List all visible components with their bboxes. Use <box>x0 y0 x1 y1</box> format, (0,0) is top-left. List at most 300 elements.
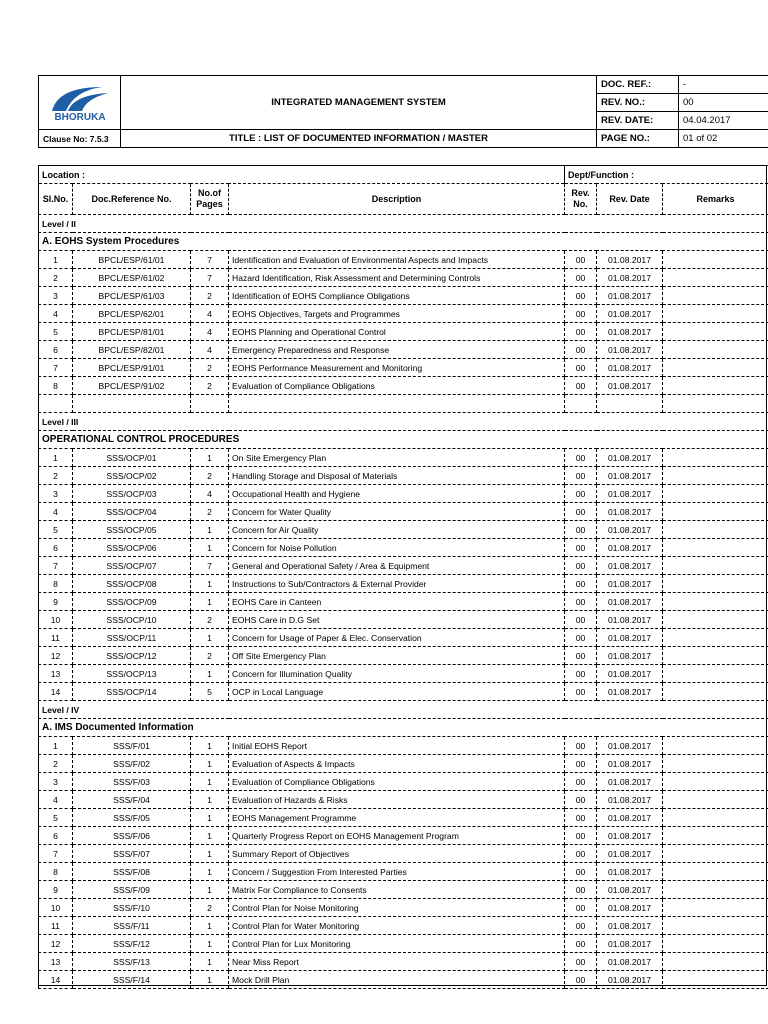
table-cell <box>663 395 768 413</box>
table-cell: 2 <box>191 467 229 485</box>
table-cell: 01.08.2017 <box>597 827 663 845</box>
table-cell: 01.08.2017 <box>597 359 663 377</box>
page-no-value: 01 of 02 <box>679 130 768 148</box>
table-cell: SSS/OCP/05 <box>73 521 191 539</box>
table-cell: 2 <box>191 647 229 665</box>
table-cell: Instructions to Sub/Contractors & External Provider <box>229 575 565 593</box>
level-label: Level / II <box>39 215 768 233</box>
table-cell: BPCL/ESP/61/02 <box>73 269 191 287</box>
table-cell: 01.08.2017 <box>597 305 663 323</box>
table-cell: SSS/F/12 <box>73 935 191 953</box>
table-cell: Hazard Identification, Risk Assessment and Determining Controls <box>229 269 565 287</box>
table-cell: Summary Report of Objectives <box>229 845 565 863</box>
table-cell: 00 <box>565 377 597 395</box>
table-row <box>39 971 768 989</box>
rev-no-label: REV. NO.: <box>597 94 679 112</box>
table-cell: 1 <box>39 737 73 755</box>
table-cell: SSS/F/11 <box>73 917 191 935</box>
table-row <box>39 827 768 845</box>
table-cell <box>663 863 768 881</box>
table-row <box>39 935 768 953</box>
table-cell: 5 <box>191 683 229 701</box>
system-title: INTEGRATED MANAGEMENT SYSTEM <box>121 76 597 130</box>
table-cell <box>229 395 565 413</box>
col-pages: No.of Pages <box>191 184 229 215</box>
clause-number: Clause No: 7.5.3 <box>39 130 121 148</box>
col-description: Description <box>229 184 565 215</box>
table-cell: 01.08.2017 <box>597 809 663 827</box>
table-cell: SSS/OCP/07 <box>73 557 191 575</box>
table-cell: Concern for Noise Pollution <box>229 539 565 557</box>
table-cell: 1 <box>191 593 229 611</box>
table-row <box>39 863 768 881</box>
table-row <box>39 323 768 341</box>
table-cell: 11 <box>39 629 73 647</box>
table-cell <box>597 395 663 413</box>
col-remarks: Remarks <box>663 184 768 215</box>
table-cell: SSS/OCP/06 <box>73 539 191 557</box>
table-cell: 00 <box>565 467 597 485</box>
table-row <box>39 845 768 863</box>
table-cell: SSS/OCP/13 <box>73 665 191 683</box>
table-cell: 9 <box>39 593 73 611</box>
table-cell: 01.08.2017 <box>597 539 663 557</box>
table-cell: 1 <box>191 449 229 467</box>
table-row <box>39 485 768 503</box>
table-cell: 1 <box>191 521 229 539</box>
table-cell: Concern for Usage of Paper & Elec. Conservation <box>229 629 565 647</box>
table-cell: 01.08.2017 <box>597 467 663 485</box>
table-cell: 00 <box>565 611 597 629</box>
table-cell: 8 <box>39 377 73 395</box>
table-cell: Evaluation of Aspects & Impacts <box>229 755 565 773</box>
table-cell: SSS/OCP/11 <box>73 629 191 647</box>
table-cell: Evaluation of Compliance Obligations <box>229 773 565 791</box>
table-cell: 00 <box>565 539 597 557</box>
table-cell: 5 <box>39 809 73 827</box>
table-cell: 01.08.2017 <box>597 737 663 755</box>
table-cell: 10 <box>39 611 73 629</box>
table-cell: 01.08.2017 <box>597 665 663 683</box>
blank-row <box>39 395 768 413</box>
table-cell: 1 <box>191 863 229 881</box>
table-cell: Control Plan for Lux Monitoring <box>229 935 565 953</box>
table-cell: SSS/F/10 <box>73 899 191 917</box>
table-cell: 00 <box>565 287 597 305</box>
table-cell: 01.08.2017 <box>597 521 663 539</box>
table-cell: 1 <box>39 251 73 269</box>
table-cell: 4 <box>191 323 229 341</box>
table-cell <box>663 665 768 683</box>
table-row <box>39 899 768 917</box>
table-cell: 01.08.2017 <box>597 611 663 629</box>
table-cell: Initial EOHS Report <box>229 737 565 755</box>
table-cell: 2 <box>191 377 229 395</box>
table-cell: 1 <box>191 881 229 899</box>
table-cell <box>565 395 597 413</box>
table-cell: SSS/OCP/09 <box>73 593 191 611</box>
table-cell: 01.08.2017 <box>597 377 663 395</box>
table-cell: SSS/F/04 <box>73 791 191 809</box>
table-cell: EOHS Care in D.G Set <box>229 611 565 629</box>
table-cell: 01.08.2017 <box>597 575 663 593</box>
page-no-label: PAGE NO.: <box>597 130 679 148</box>
table-cell: 01.08.2017 <box>597 629 663 647</box>
table-cell: 00 <box>565 845 597 863</box>
table-row <box>39 449 768 467</box>
table-cell <box>191 395 229 413</box>
table-cell: 00 <box>565 917 597 935</box>
table-cell: 00 <box>565 755 597 773</box>
table-cell: SSS/F/06 <box>73 827 191 845</box>
table-row <box>39 611 768 629</box>
table-cell <box>663 377 768 395</box>
table-cell: 7 <box>39 359 73 377</box>
table-cell <box>663 683 768 701</box>
table-cell: 01.08.2017 <box>597 791 663 809</box>
table-cell <box>663 971 768 989</box>
table-cell <box>663 449 768 467</box>
table-row <box>39 305 768 323</box>
table-cell: 00 <box>565 683 597 701</box>
table-row <box>39 269 768 287</box>
table-cell: SSS/F/09 <box>73 881 191 899</box>
table-cell: 1 <box>191 827 229 845</box>
table-cell: 1 <box>39 449 73 467</box>
col-rev-date: Rev. Date <box>597 184 663 215</box>
table-cell: SSS/F/08 <box>73 863 191 881</box>
table-cell: 4 <box>39 503 73 521</box>
table-cell: OCP in Local Language <box>229 683 565 701</box>
table-row <box>39 629 768 647</box>
table-cell: 10 <box>39 899 73 917</box>
table-cell: Concern for Illumination Quality <box>229 665 565 683</box>
level-label: Level / III <box>39 413 768 431</box>
table-cell <box>663 791 768 809</box>
col-doc-ref: Doc.Reference No. <box>73 184 191 215</box>
table-row <box>39 467 768 485</box>
table-cell <box>663 647 768 665</box>
table-cell: 01.08.2017 <box>597 917 663 935</box>
table-cell: 01.08.2017 <box>597 863 663 881</box>
table-cell: 00 <box>565 737 597 755</box>
table-row <box>39 809 768 827</box>
table-row <box>39 917 768 935</box>
doc-ref-label: DOC. REF.: <box>597 76 679 94</box>
table-row <box>39 665 768 683</box>
table-cell: 01.08.2017 <box>597 881 663 899</box>
table-cell: Identification and Evaluation of Environmental Aspects and Impacts <box>229 251 565 269</box>
table-cell: Near Miss Report <box>229 953 565 971</box>
table-cell: 1 <box>191 791 229 809</box>
table-cell: SSS/F/07 <box>73 845 191 863</box>
table-cell: BPCL/ESP/61/01 <box>73 251 191 269</box>
table-cell: Identification of EOHS Compliance Obligations <box>229 287 565 305</box>
table-cell: Emergency Preparedness and Response <box>229 341 565 359</box>
table-cell: 01.08.2017 <box>597 341 663 359</box>
table-cell: 2 <box>39 755 73 773</box>
table-cell: 00 <box>565 863 597 881</box>
table-cell: Evaluation of Hazards & Risks <box>229 791 565 809</box>
table-cell: Mock Drill Plan <box>229 971 565 989</box>
section-title: OPERATIONAL CONTROL PROCEDURES <box>39 431 768 449</box>
table-cell: 01.08.2017 <box>597 251 663 269</box>
table-cell: 01.08.2017 <box>597 773 663 791</box>
table-cell: 1 <box>191 953 229 971</box>
table-cell: Concern / Suggestion From Interested Parties <box>229 863 565 881</box>
table-cell: Evaluation of Compliance Obligations <box>229 377 565 395</box>
location-label: Location : <box>39 166 565 184</box>
table-cell: 6 <box>39 539 73 557</box>
table-row <box>39 647 768 665</box>
table-cell: 7 <box>191 269 229 287</box>
table-cell: EOHS Objectives, Targets and Programmes <box>229 305 565 323</box>
table-cell: 14 <box>39 971 73 989</box>
table-cell: 12 <box>39 647 73 665</box>
table-cell: 00 <box>565 647 597 665</box>
table-cell: 01.08.2017 <box>597 647 663 665</box>
table-cell: SSS/OCP/02 <box>73 467 191 485</box>
table-cell: 01.08.2017 <box>597 503 663 521</box>
table-cell <box>663 575 768 593</box>
table-cell: SSS/F/01 <box>73 737 191 755</box>
table-cell: 7 <box>39 845 73 863</box>
document-header <box>38 75 768 148</box>
table-cell <box>663 539 768 557</box>
table-cell: 00 <box>565 305 597 323</box>
table-row <box>39 503 768 521</box>
table-cell: SSS/OCP/08 <box>73 575 191 593</box>
table-row <box>39 341 768 359</box>
table-cell: 00 <box>565 593 597 611</box>
table-row <box>39 593 768 611</box>
table-cell: 00 <box>565 773 597 791</box>
table-cell: 2 <box>191 611 229 629</box>
table-row <box>39 575 768 593</box>
table-cell <box>663 305 768 323</box>
table-cell <box>663 827 768 845</box>
table-cell <box>663 737 768 755</box>
bhoruka-logo-icon <box>44 81 116 121</box>
table-row <box>39 557 768 575</box>
table-cell: 8 <box>39 575 73 593</box>
section-title: A. IMS Documented Information <box>39 719 768 737</box>
table-cell: 4 <box>191 341 229 359</box>
table-row <box>39 359 768 377</box>
table-row <box>39 377 768 395</box>
table-cell <box>663 503 768 521</box>
table-cell <box>663 953 768 971</box>
table-row <box>39 881 768 899</box>
table-cell <box>663 485 768 503</box>
table-cell: 01.08.2017 <box>597 269 663 287</box>
table-cell: Occupational Health and Hygiene <box>229 485 565 503</box>
table-cell: 01.08.2017 <box>597 899 663 917</box>
table-cell: Quarterly Progress Report on EOHS Management Program <box>229 827 565 845</box>
table-cell <box>663 467 768 485</box>
table-cell: BPCL/ESP/91/01 <box>73 359 191 377</box>
table-cell: 11 <box>39 917 73 935</box>
table-cell: 00 <box>565 935 597 953</box>
table-cell: 01.08.2017 <box>597 935 663 953</box>
table-row <box>39 521 768 539</box>
table-cell: 01.08.2017 <box>597 593 663 611</box>
table-cell: Concern for Water Quality <box>229 503 565 521</box>
rev-date-value: 04.04.2017 <box>679 112 768 130</box>
table-row <box>39 251 768 269</box>
table-cell: 14 <box>39 683 73 701</box>
table-cell <box>663 269 768 287</box>
table-cell: 3 <box>39 485 73 503</box>
table-cell: 00 <box>565 359 597 377</box>
table-cell: BPCL/ESP/81/01 <box>73 323 191 341</box>
table-cell: 00 <box>565 269 597 287</box>
table-cell: 01.08.2017 <box>597 755 663 773</box>
table-cell <box>663 899 768 917</box>
table-cell: 01.08.2017 <box>597 323 663 341</box>
table-cell: 01.08.2017 <box>597 287 663 305</box>
table-cell: 1 <box>191 737 229 755</box>
table-cell: Control Plan for Water Monitoring <box>229 917 565 935</box>
svg-text:BHORUKA: BHORUKA <box>53 112 106 121</box>
table-cell: 00 <box>565 503 597 521</box>
table-cell: BPCL/ESP/61/03 <box>73 287 191 305</box>
table-cell: 2 <box>191 503 229 521</box>
table-cell: 00 <box>565 665 597 683</box>
table-cell: 7 <box>191 557 229 575</box>
level-label: Level / IV <box>39 701 768 719</box>
table-cell <box>663 755 768 773</box>
table-cell: 2 <box>191 359 229 377</box>
table-cell: 3 <box>39 773 73 791</box>
table-cell <box>663 323 768 341</box>
table-cell: General and Operational Safety / Area & Equipment <box>229 557 565 575</box>
table-cell: SSS/F/02 <box>73 755 191 773</box>
table-cell: 4 <box>191 305 229 323</box>
table-cell: 2 <box>39 467 73 485</box>
table-cell: 00 <box>565 953 597 971</box>
table-row <box>39 683 768 701</box>
table-cell: SSS/F/14 <box>73 971 191 989</box>
table-cell: 00 <box>565 629 597 647</box>
table-cell: 1 <box>191 539 229 557</box>
table-row <box>39 755 768 773</box>
table-cell: On Site Emergency Plan <box>229 449 565 467</box>
table-cell <box>663 341 768 359</box>
table-cell <box>73 395 191 413</box>
table-cell <box>663 611 768 629</box>
column-header-row <box>39 184 768 215</box>
table-cell: SSS/OCP/10 <box>73 611 191 629</box>
table-cell: SSS/F/13 <box>73 953 191 971</box>
table-cell: SSS/OCP/04 <box>73 503 191 521</box>
table-cell: 00 <box>565 827 597 845</box>
table-cell: 5 <box>39 323 73 341</box>
section-title: A. EOHS System Procedures <box>39 233 768 251</box>
table-row <box>39 791 768 809</box>
table-cell: 4 <box>39 305 73 323</box>
table-cell <box>663 287 768 305</box>
table-cell: 00 <box>565 575 597 593</box>
dept-function-label: Dept/Function : <box>565 166 768 184</box>
table-cell: 2 <box>191 287 229 305</box>
table-cell: EOHS Management Programme <box>229 809 565 827</box>
table-cell: 01.08.2017 <box>597 971 663 989</box>
table-cell: 00 <box>565 791 597 809</box>
col-sl-no: Sl.No. <box>39 184 73 215</box>
table-cell: 00 <box>565 971 597 989</box>
table-cell: Off Site Emergency Plan <box>229 647 565 665</box>
table-cell <box>663 359 768 377</box>
company-logo <box>39 76 121 130</box>
table-cell: 01.08.2017 <box>597 449 663 467</box>
table-cell <box>663 251 768 269</box>
table-cell: BPCL/ESP/82/01 <box>73 341 191 359</box>
table-cell: 00 <box>565 485 597 503</box>
table-cell: 6 <box>39 341 73 359</box>
table-cell: 1 <box>191 629 229 647</box>
table-cell: BPCL/ESP/62/01 <box>73 305 191 323</box>
table-cell: 1 <box>191 755 229 773</box>
table-cell: 00 <box>565 449 597 467</box>
table-cell: SSS/OCP/14 <box>73 683 191 701</box>
table-cell: Control Plan for Noise Monitoring <box>229 899 565 917</box>
table-cell: 01.08.2017 <box>597 953 663 971</box>
table-row <box>39 953 768 971</box>
table-cell: 6 <box>39 827 73 845</box>
table-cell: 12 <box>39 935 73 953</box>
table-cell <box>663 845 768 863</box>
table-cell: 00 <box>565 521 597 539</box>
table-cell: 2 <box>39 269 73 287</box>
table-cell: 1 <box>191 575 229 593</box>
table-cell: SSS/OCP/01 <box>73 449 191 467</box>
rev-date-label: REV. DATE: <box>597 112 679 130</box>
table-cell: 00 <box>565 251 597 269</box>
table-cell: 1 <box>191 971 229 989</box>
table-row <box>39 773 768 791</box>
table-cell <box>663 521 768 539</box>
table-cell <box>663 809 768 827</box>
table-cell: 1 <box>191 773 229 791</box>
col-rev-no: Rev. No. <box>565 184 597 215</box>
table-cell: 1 <box>191 845 229 863</box>
table-cell: SSS/OCP/12 <box>73 647 191 665</box>
table-cell: 7 <box>191 251 229 269</box>
table-cell <box>663 881 768 899</box>
table-cell: 1 <box>191 809 229 827</box>
table-cell <box>663 917 768 935</box>
table-cell: 01.08.2017 <box>597 557 663 575</box>
table-cell: BPCL/ESP/91/02 <box>73 377 191 395</box>
table-cell: EOHS Planning and Operational Control <box>229 323 565 341</box>
table-cell: 2 <box>191 899 229 917</box>
table-cell: Concern for Air Quality <box>229 521 565 539</box>
table-cell: 13 <box>39 953 73 971</box>
table-cell: SSS/F/03 <box>73 773 191 791</box>
table-row <box>39 539 768 557</box>
table-row <box>39 737 768 755</box>
table-cell: 8 <box>39 863 73 881</box>
table-cell: 4 <box>191 485 229 503</box>
table-cell <box>663 593 768 611</box>
table-cell: 00 <box>565 557 597 575</box>
table-cell: 00 <box>565 323 597 341</box>
table-cell: 1 <box>191 665 229 683</box>
table-cell: 00 <box>565 809 597 827</box>
table-cell: 5 <box>39 521 73 539</box>
rev-no-value: 00 <box>679 94 768 112</box>
